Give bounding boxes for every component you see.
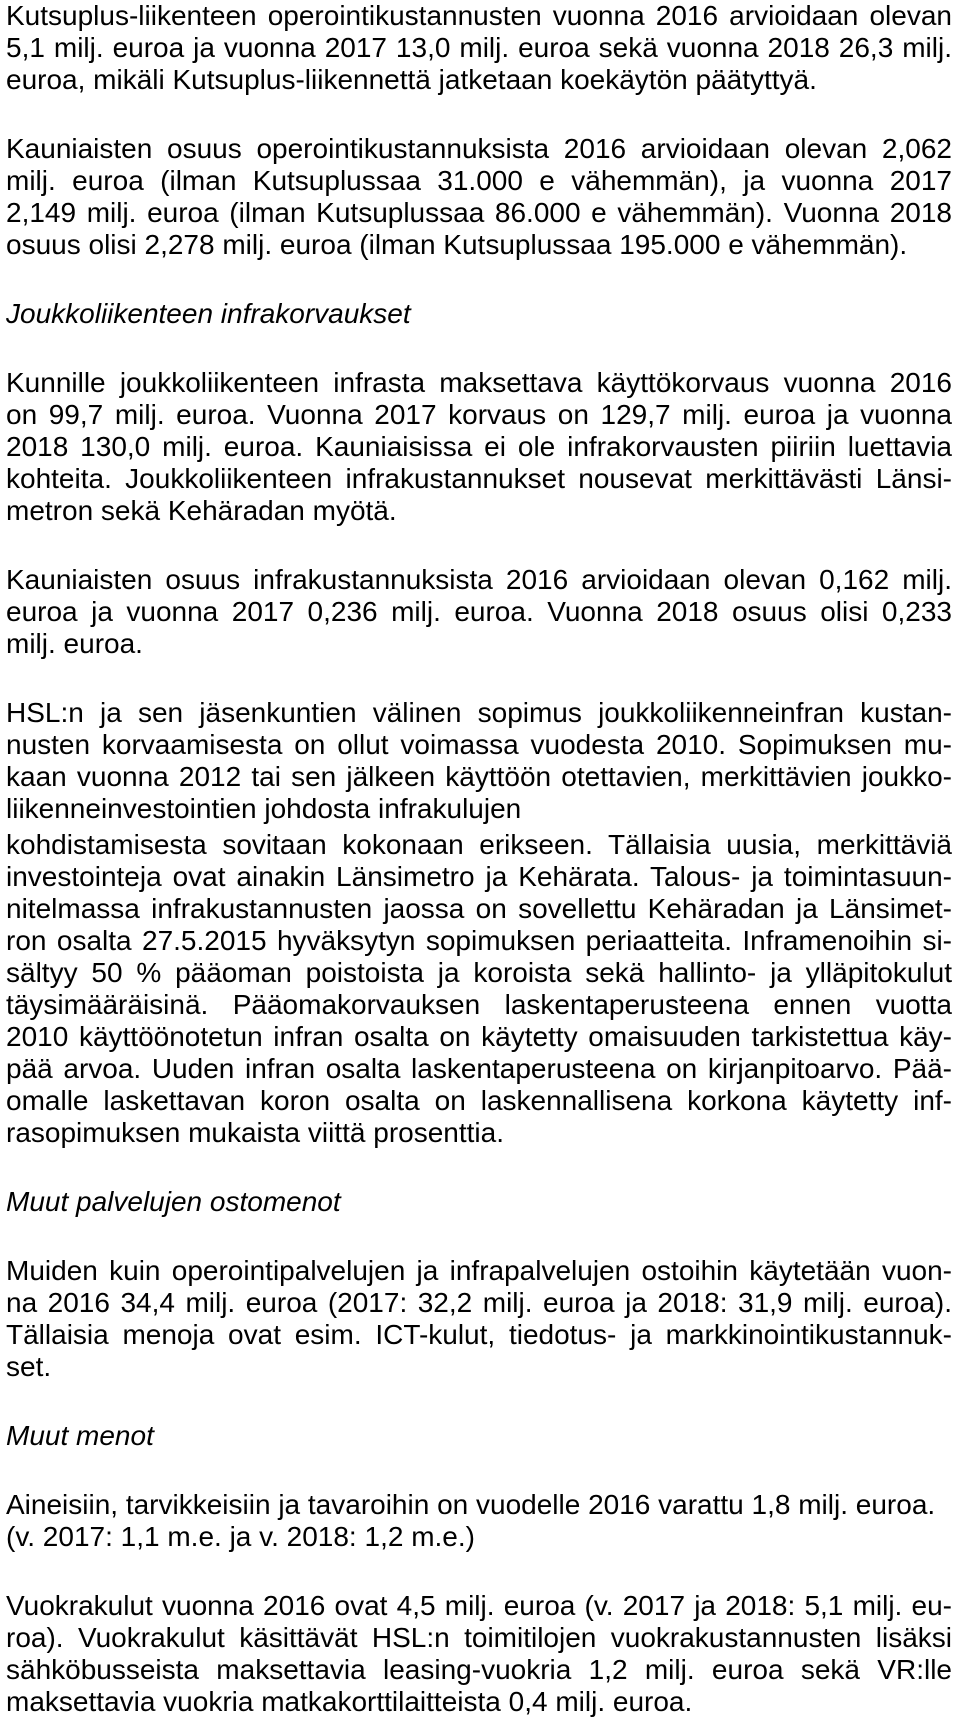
paragraph-line: on 99,7 milj. euroa. Vuonna 2017 korvaus on 129,7 milj. euroa ja vuonna (6, 399, 952, 430)
paragraph-line: metron sekä Kehäradan myötä. (6, 495, 397, 526)
paragraph-line: ron osalta 27.5.2015 hyväksytyn sopimuksen periaatteita. Inframenoihin si- (6, 925, 952, 956)
paragraph-line: (v. 2017: 1,1 m.e. ja v. 2018: 1,2 m.e.) (6, 1521, 475, 1552)
paragraph-municipal-infra-compensation (6, 367, 952, 527)
paragraph-line: 2,149 milj. euroa (ilman Kutsuplussaa 86.000 e vähemmän). Vuonna 2018 (6, 197, 952, 228)
paragraph-rental-costs (6, 1590, 952, 1718)
paragraph-line: pää arvoa. Uuden infran osalta laskentaperusteena on kirjanpitoarvo. Pää- (6, 1053, 952, 1084)
section-other-expenses (6, 1420, 952, 1718)
paragraph-line: Kauniaisten osuus infrakustannuksista 2016 arvioidaan olevan 0,162 milj. (6, 564, 952, 595)
paragraph-line: Kutsuplus-liikenteen operointikustannusten vuonna 2016 arvioidaan olevan (6, 0, 952, 31)
paragraph-line: roa). Vuokrakulut käsittävät HSL:n toimitilojen vuokrakustannusten lisäksi (6, 1622, 952, 1653)
paragraph-line: Vuokrakulut vuonna 2016 ovat 4,5 milj. euroa (v. 2017 ja 2018: 5,1 milj. eu- (6, 1590, 952, 1621)
section-heading: Joukkoliikenteen infrakorvaukset (6, 298, 411, 329)
paragraph-line: HSL:n ja sen jäsenkuntien välinen sopimus joukkoliikenneinfran kustan- (6, 697, 952, 728)
paragraph-line: 2018 130,0 milj. euroa. Kauniaisissa ei ole infrakorvausten piiriin luettavia (6, 431, 952, 462)
paragraph-materials-supplies (6, 1489, 952, 1553)
paragraph-line: liikenneinvestointien johdosta infrakulujen (6, 793, 522, 824)
paragraph-line: investointeja ovat ainakin Länsimetro ja Kehärata. Talous- ja toimintasuun- (6, 861, 952, 892)
paragraph-line: Aineisiin, tarvikkeisiin ja tavaroihin on vuodelle 2016 varattu 1,8 milj. euroa. (6, 1489, 936, 1520)
paragraph-line: nitelmassa infrakustannusten jaossa on sovellettu Kehäradan ja Länsimet- (6, 893, 952, 924)
section-heading: Muut menot (6, 1420, 154, 1451)
paragraph-line: kohteita. Joukkoliikenteen infrakustannukset nousevat merkittävästi Länsi- (6, 463, 952, 494)
paragraph-line: Kunnille joukkoliikenteen infrasta maksettava käyttökorvaus vuonna 2016 (6, 367, 952, 398)
paragraph-line: 2010 käyttöönotetun infran osalta on käytetty omaisuuden tarkistettua käy- (6, 1021, 952, 1052)
paragraph-line: set. (6, 1351, 52, 1382)
section-other-service-purchases (6, 1186, 952, 1383)
paragraph-kutsuplus-cost-estimate (6, 0, 952, 96)
paragraph-line: na 2016 34,4 milj. euroa (2017: 32,2 milj. euroa ja 2018: 31,9 milj. euroa). (6, 1287, 952, 1318)
paragraph-line: Muiden kuin operointipalvelujen ja infrapalvelujen ostoihin käytetään vuon- (6, 1255, 952, 1286)
paragraph-line: osuus olisi 2,278 milj. euroa (ilman Kutsuplussaa 195.000 e vähemmän). (6, 229, 908, 260)
paragraph-line: kaan vuonna 2012 tai sen jälkeen käyttöön otettavien, merkittävien joukko- (6, 761, 952, 792)
paragraph-line: täysimääräisinä. Pääomakorvauksen laskentaperusteena ennen vuotta (6, 989, 952, 1020)
paragraph-line: omalle laskettavan koron osalta on laskennallisena korkona käytetty inf- (6, 1085, 952, 1116)
paragraph-line: nusten korvaamisesta on ollut voimassa vuodesta 2010. Sopimuksen mu- (6, 729, 952, 760)
paragraph-kauniainen-operating-share (6, 133, 952, 261)
section-kutsuplus-operating-costs (6, 0, 952, 261)
paragraph-hsl-infra-agreement (6, 697, 952, 1149)
paragraph-line: sältyy 50 % pääoman poistoista ja koroista sekä hallinto- ja ylläpitokulut (6, 957, 952, 988)
paragraph-other-purchases (6, 1255, 952, 1383)
paragraph-line: sähköbusseista maksettavia leasing-vuokria 1,2 milj. euroa sekä VR:lle (6, 1654, 952, 1685)
section-infra-compensation (6, 298, 952, 1149)
paragraph-line: Tällaisia menoja ovat esim. ICT-kulut, tiedotus- ja markkinointikustannuk- (6, 1319, 952, 1350)
paragraph-kauniainen-infra-share (6, 564, 952, 660)
paragraph-line: kohdistamisesta sovitaan kokonaan erikseen. Tällaisia uusia, merkittäviä (6, 829, 952, 860)
paragraph-line: euroa, mikäli Kutsuplus-liikennettä jatketaan koekäytön päätyttyä. (6, 64, 817, 95)
document-page (6, 0, 952, 1718)
paragraph-line: milj. euroa (ilman Kutsuplussaa 31.000 e vähemmän), ja vuonna 2017 (6, 165, 952, 196)
section-heading: Muut palvelujen ostomenot (6, 1186, 341, 1217)
paragraph-line: euroa ja vuonna 2017 0,236 milj. euroa. Vuonna 2018 osuus olisi 0,233 (6, 596, 952, 627)
paragraph-line: milj. euroa. (6, 628, 143, 659)
paragraph-line: rasopimuksen mukaista viittä prosenttia. (6, 1117, 504, 1148)
paragraph-line: 5,1 milj. euroa ja vuonna 2017 13,0 milj. euroa sekä vuonna 2018 26,3 milj. (6, 32, 952, 63)
paragraph-line: maksettavia vuokria matkakorttilaitteista 0,4 milj. euroa. (6, 1686, 693, 1717)
paragraph-line: Kauniaisten osuus operointikustannuksista 2016 arvioidaan olevan 2,062 (6, 133, 952, 164)
